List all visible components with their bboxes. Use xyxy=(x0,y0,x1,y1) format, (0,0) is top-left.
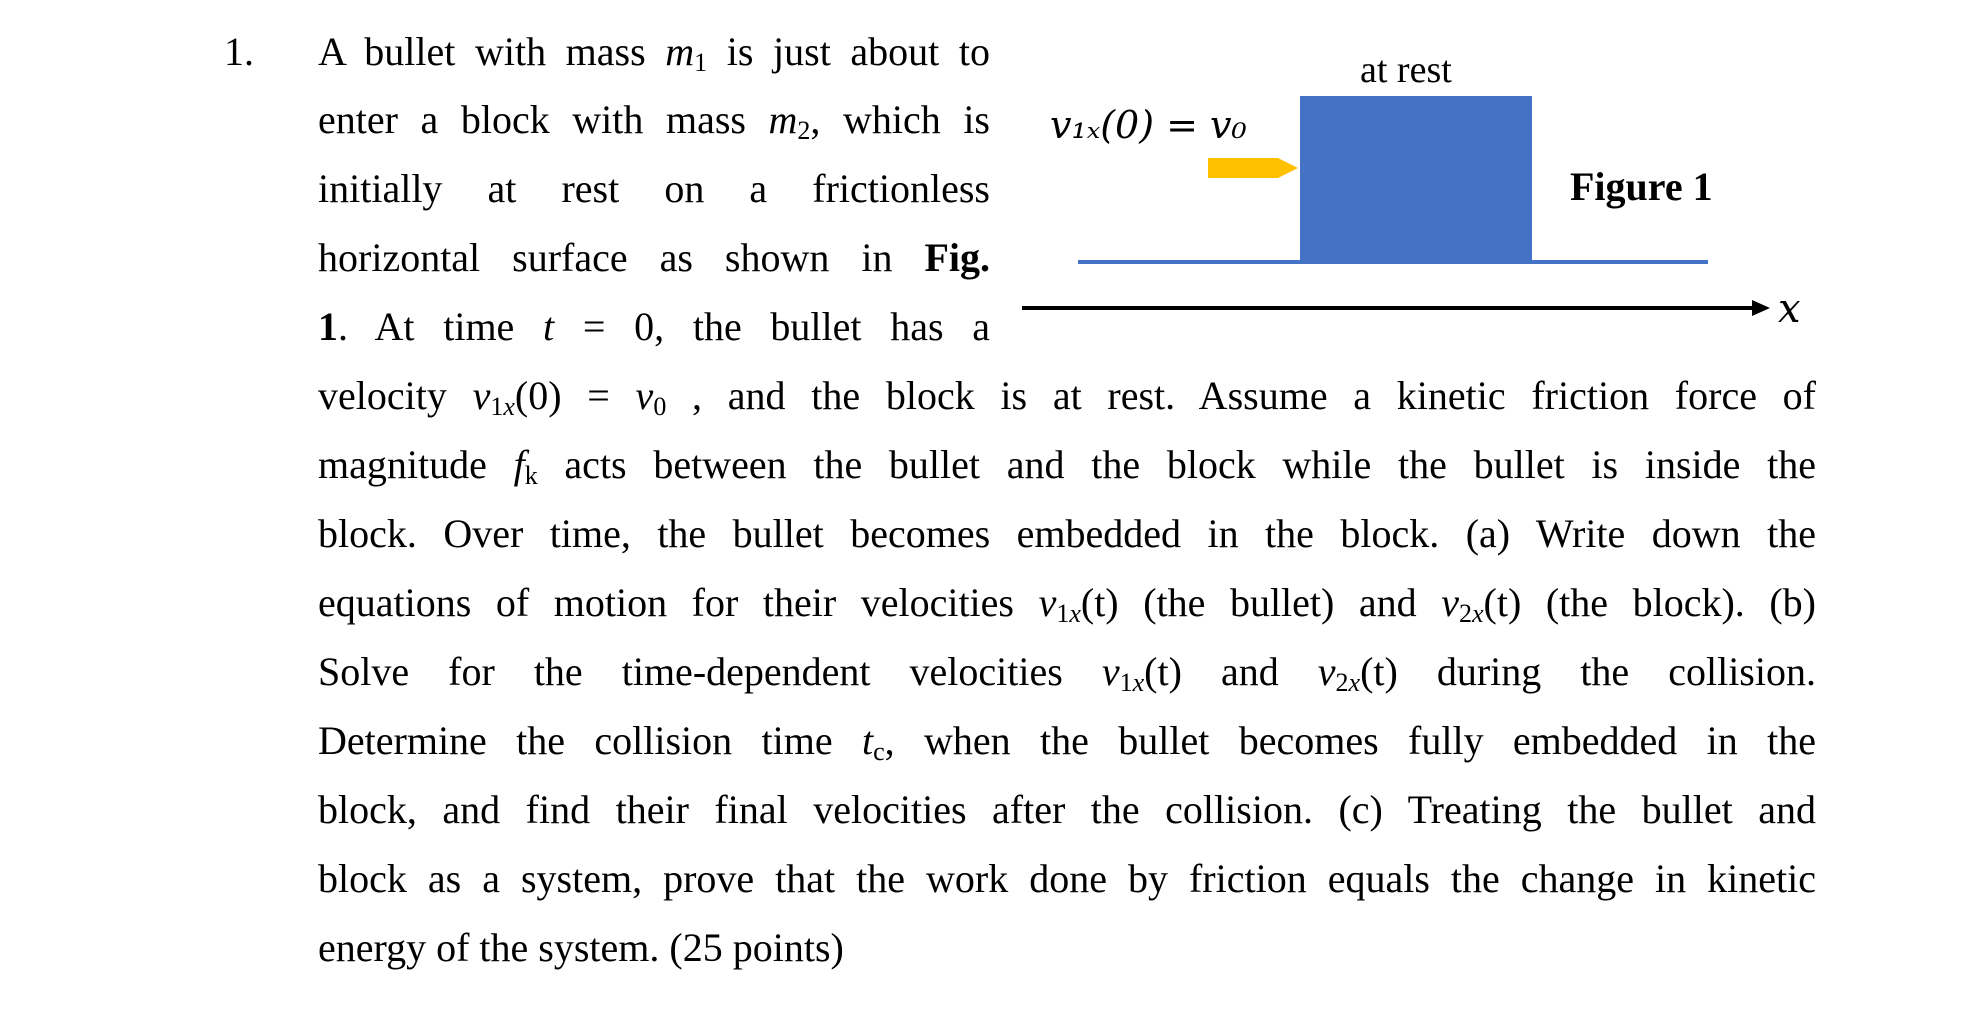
text-line-5: 1. At time t = 0, the bullet has a xyxy=(318,304,991,349)
figure-reference-number: 1 xyxy=(318,304,338,349)
text-line-3: initially at rest on a frictionless xyxy=(318,166,990,211)
problem-number: 1. xyxy=(224,29,254,74)
text-line-12: block, and find their final velocities after the collision. (c) Treating the bullet and xyxy=(318,787,1816,832)
figure-reference: Fig. xyxy=(924,235,990,280)
cut-off-top-line xyxy=(318,0,1318,2)
text-line-13: block as a system, prove that the work done by friction equals the change in kinetic xyxy=(318,856,1816,901)
block xyxy=(1300,96,1532,260)
text-line-1: A bullet with mass $m_1$ is just about to xyxy=(318,29,991,77)
text-line-11: Determine the collision time $t_c$, when the bullet becomes fully embedded in the xyxy=(318,718,1817,766)
x-axis-arrowhead xyxy=(1752,300,1770,316)
text-line-8: block. Over time, the bullet becomes embedded in the block. (a) Write down the xyxy=(318,511,1816,556)
at-rest-label: at rest xyxy=(1360,49,1452,91)
x-axis-label: x xyxy=(1778,286,1801,332)
text-line-9: equations of motion for their velocities $v_{1x}(t)$ (the bullet) and $v_{2x}(t)$ (the block). (b) xyxy=(318,580,1817,628)
initial-velocity-label: v₁ₓ(0) = v₀ xyxy=(1050,103,1247,147)
text-line-2: enter a block with mass $m_2$, which is xyxy=(318,97,990,145)
text-line-10: Solve for the time-dependent velocities $v_{1x}(t)$ and $v_{2x}(t)$ during the collision. xyxy=(318,649,1816,697)
figure-1-caption: Figure 1 xyxy=(1570,164,1713,209)
text-line-4: horizontal surface as shown in Fig. xyxy=(318,235,990,280)
bullet xyxy=(1208,158,1298,178)
text-line-6: velocity $v_{1x}(0) = v_0$ , and the block is at rest. Assume a kinetic friction force of xyxy=(318,373,1816,421)
text-line-14: energy of the system. (25 points) xyxy=(318,925,844,970)
figure-1-diagram xyxy=(1010,30,1830,350)
text-line-7: magnitude $f_k$ acts between the bullet and the block while the bullet is inside the xyxy=(318,442,1816,490)
